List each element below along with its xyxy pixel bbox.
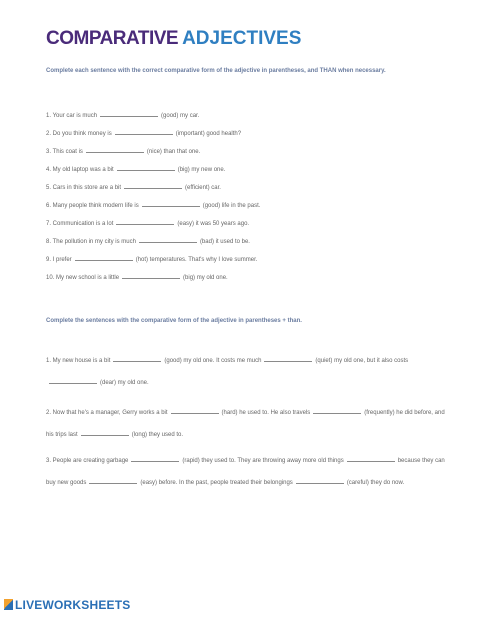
exercise2-paragraph-2	[46, 402, 446, 446]
answer-blank[interactable]	[122, 272, 180, 279]
item-text-after: (efficient) car.	[185, 185, 221, 191]
answer-blank[interactable]	[142, 200, 200, 207]
answer-blank[interactable]	[296, 477, 344, 484]
item-text-before: 5. Cars in this store are a bit	[46, 185, 122, 191]
item-text-after: (big) my old one.	[183, 275, 228, 281]
exercise1-instruction: Complete each sentence with the correct comparative form of the adjective in parentheses, and THAN when necessary.	[46, 68, 386, 74]
paragraph-text: 3. People are creating garbage	[46, 458, 129, 464]
exercise1-item-1	[46, 110, 446, 119]
paragraph-text: (good) my old one. It costs me much	[164, 358, 262, 364]
item-text-after: (good) life in the past.	[202, 203, 261, 209]
item-text-after: (big) my new one.	[177, 167, 226, 173]
answer-blank[interactable]	[100, 110, 158, 117]
item-text-after: (hot) temperatures. That's why I love summer.	[135, 257, 258, 263]
item-text-before: 10. My new school is a little	[46, 275, 120, 281]
answer-blank[interactable]	[116, 218, 174, 225]
item-text-after: (important) good health?	[175, 131, 242, 137]
paragraph-text: 2. Now that he's a manager, Gerry works a bit	[46, 410, 168, 416]
answer-blank[interactable]	[89, 477, 137, 484]
item-text-before: 2. Do you think money is	[46, 131, 112, 137]
paragraph-text: (long) they used to.	[131, 432, 184, 438]
item-text-before: 4. My old laptop was a bit	[46, 167, 114, 173]
paragraph-text: (quiet) my old one, but it also costs	[315, 358, 409, 364]
exercise2-paragraph-1	[46, 350, 446, 394]
answer-blank[interactable]	[347, 455, 395, 462]
exercise1-item-5	[46, 182, 446, 191]
paragraph-text: (easy) before. In the past, people treated their belongings	[140, 480, 293, 486]
answer-blank[interactable]	[81, 429, 129, 436]
answer-blank[interactable]	[75, 254, 133, 261]
paragraph-text: (careful) they do now.	[346, 480, 405, 486]
answer-blank[interactable]	[131, 455, 179, 462]
answer-blank[interactable]	[86, 146, 144, 153]
item-text-before: 6. Many people think modern life is	[46, 203, 139, 209]
exercise1-item-6	[46, 200, 446, 209]
exercise1-item-9	[46, 254, 446, 263]
item-text-before: 8. The pollution in my city is much	[46, 239, 136, 245]
exercise1-item-2	[46, 128, 446, 137]
answer-blank[interactable]	[115, 128, 173, 135]
paragraph-text: (rapid) they used to. They are throwing away more old things	[182, 458, 344, 464]
page-title	[46, 28, 301, 50]
item-text-before: 7. Communication is a lot	[46, 221, 114, 227]
exercise1-item-10	[46, 272, 446, 281]
item-text-after: (bad) it used to be.	[199, 239, 250, 245]
answer-blank[interactable]	[117, 164, 175, 171]
paragraph-text: (frequently) he did before, and his trips last	[46, 410, 445, 438]
paragraph-text: because they can buy new goods	[46, 458, 445, 486]
answer-blank[interactable]	[124, 182, 182, 189]
item-text-after: (easy) it was 50 years ago.	[177, 221, 250, 227]
answer-blank[interactable]	[113, 355, 161, 362]
exercise1-item-8	[46, 236, 446, 245]
answer-blank[interactable]	[313, 407, 361, 414]
answer-blank[interactable]	[49, 377, 97, 384]
item-text-after: (good) my car.	[161, 113, 200, 119]
item-text-before: 1. Your car is much	[46, 113, 98, 119]
exercise2-paragraph-3	[46, 450, 446, 494]
title-word-comparative: COMPARATIVE	[46, 28, 179, 49]
item-text-before: 3. This coat is	[46, 149, 83, 155]
answer-blank[interactable]	[139, 236, 197, 243]
exercise2-instruction: Complete the sentences with the comparative form of the adjective in parentheses + than.	[46, 318, 302, 324]
paragraph-text: (hard) he used to. He also travels	[221, 410, 311, 416]
answer-blank[interactable]	[171, 407, 219, 414]
paragraph-text: 1. My new house is a bit	[46, 358, 111, 364]
liveworksheets-logo	[4, 598, 130, 612]
logo-text: LIVEWORKSHEETS	[15, 598, 131, 612]
item-text-before: 9. I prefer	[46, 257, 72, 263]
exercise1-item-7	[46, 218, 446, 227]
exercise1-item-4	[46, 164, 446, 173]
item-text-after: (nice) than that one.	[146, 149, 201, 155]
answer-blank[interactable]	[264, 355, 312, 362]
liveworksheets-logo-icon	[4, 599, 13, 610]
title-word-adjectives: ADJECTIVES	[182, 28, 302, 49]
paragraph-text: (dear) my old one.	[100, 380, 149, 386]
exercise1-item-3	[46, 146, 446, 155]
